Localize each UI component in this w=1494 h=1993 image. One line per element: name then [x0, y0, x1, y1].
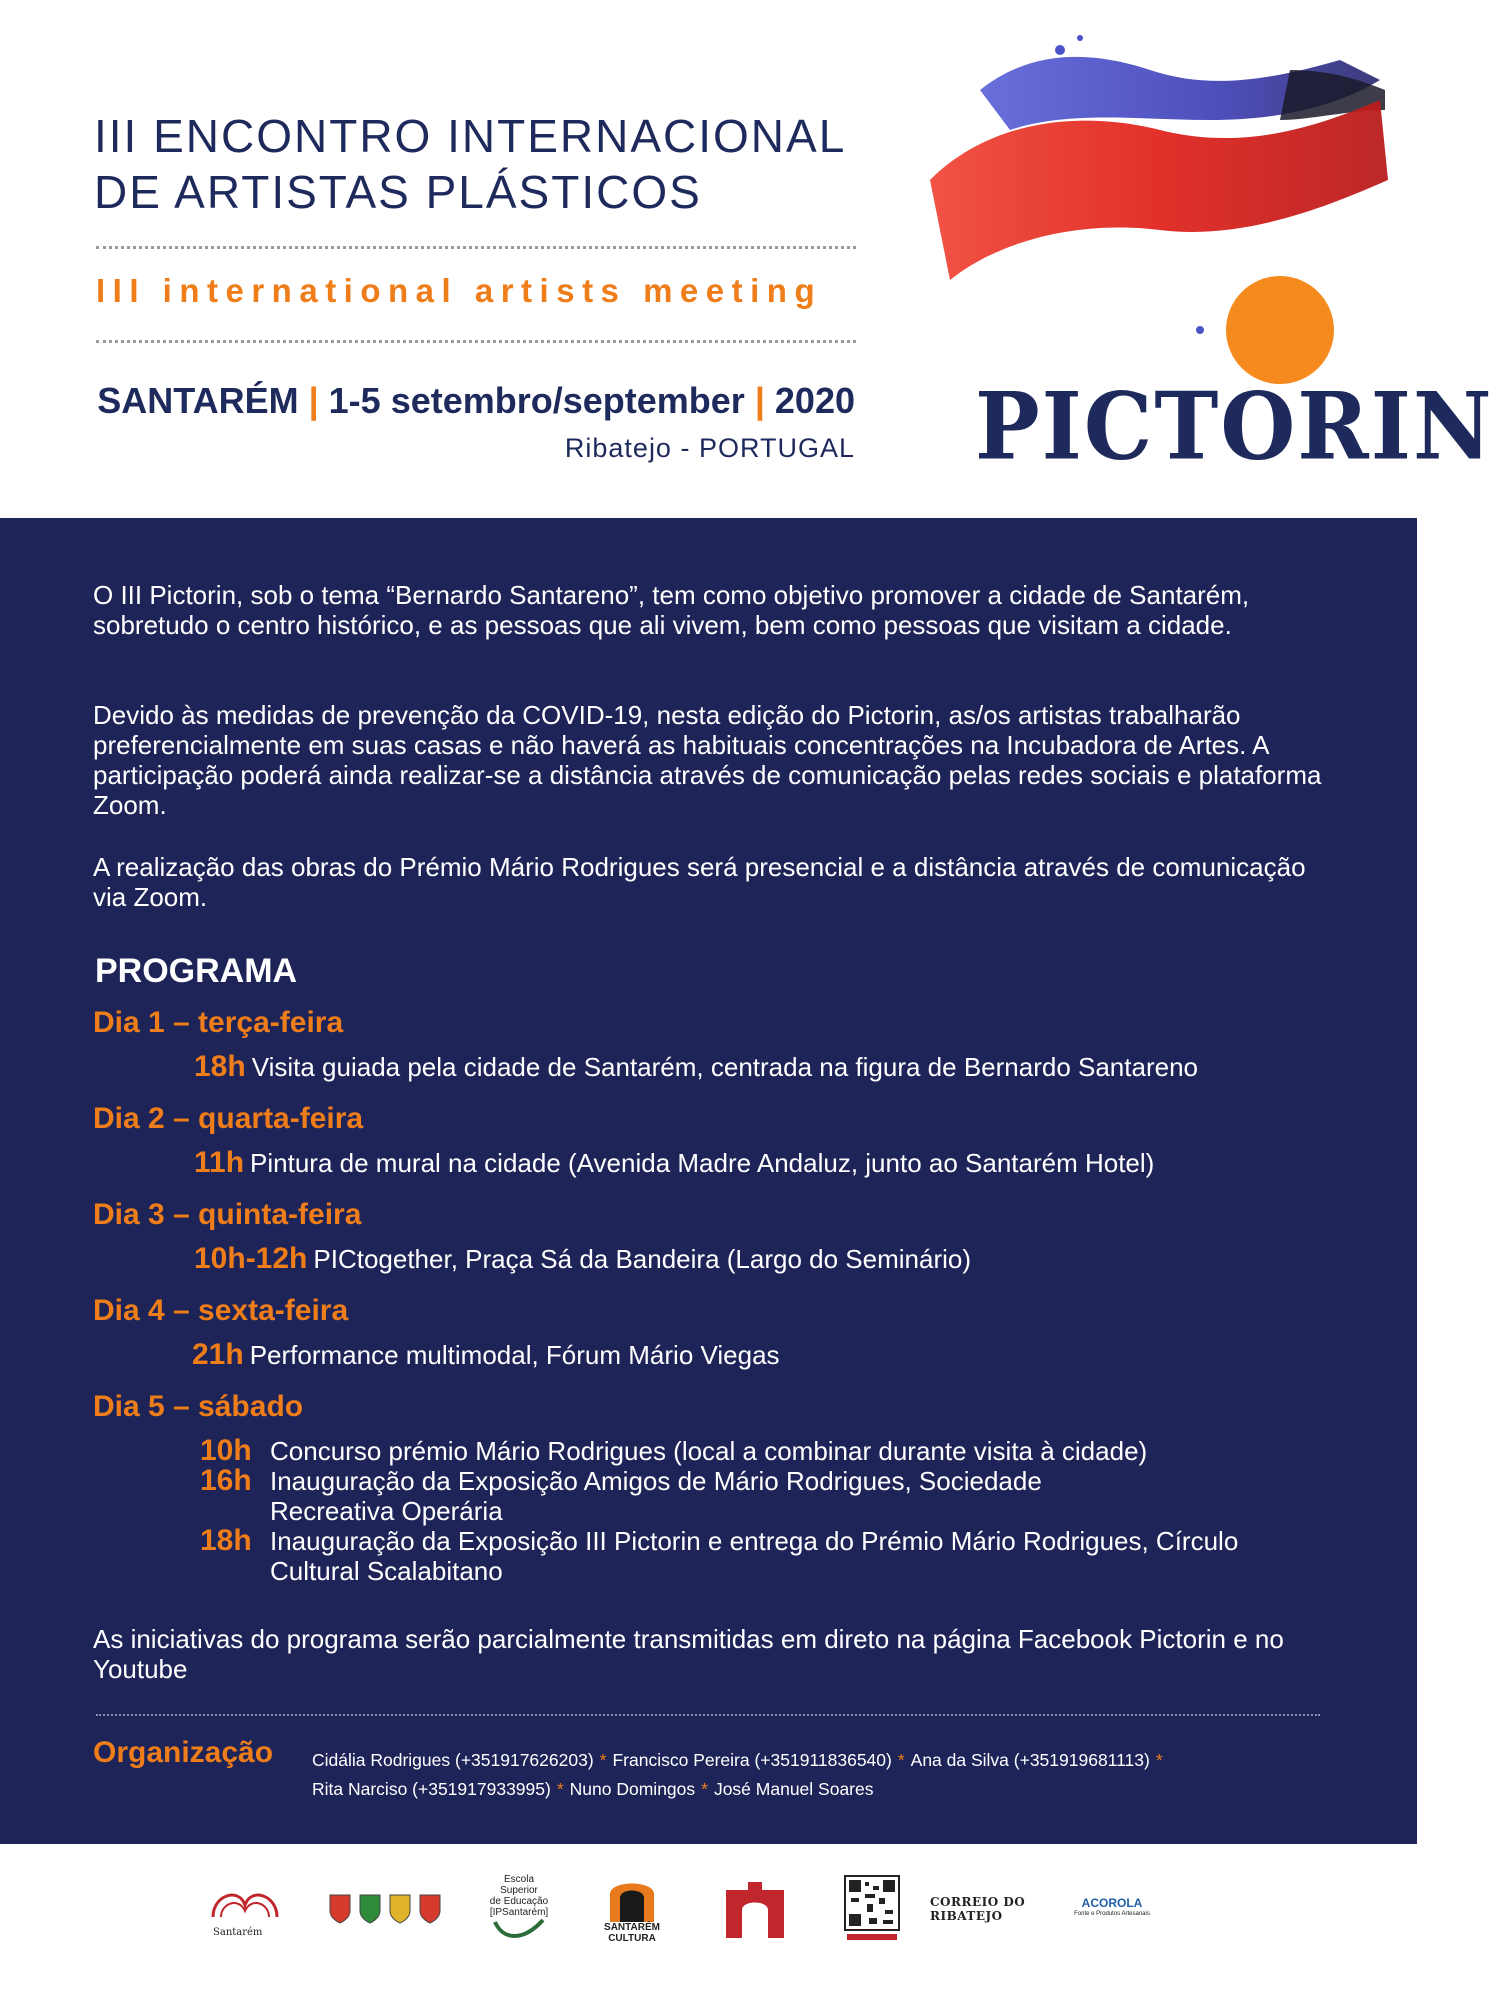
intro-paragraph-3: A realização das obras do Prémio Mário Rodrigues será presencial e a distância através de comunicação via Zoom.: [93, 852, 1306, 912]
escola-swoosh-icon: [489, 1918, 549, 1944]
divider: [96, 340, 856, 343]
event-description: PICtogether, Praça Sá da Bandeira (Largo do Seminário): [313, 1244, 971, 1274]
acorola-logo: [1074, 1874, 1150, 1944]
coat-of-arms-icons: [326, 1889, 444, 1929]
day-heading: Dia 3 – quinta-feira: [93, 1198, 362, 1231]
streaming-note: As iniciativas do programa serão parcialmente transmitidas em direto na página Facebook Pictorin e no Youtube: [93, 1624, 1284, 1684]
event-time: 18h: [194, 1050, 246, 1083]
intro-paragraph-1: O III Pictorin, sob o tema “Bernardo Santareno”, tem como objetivo promover a cidade de Santarém, sobretudo o centro histórico, e as pessoas que ali vivem, bem como pessoas que visitam a cidade.: [93, 580, 1250, 640]
qr-code-icon: [845, 1876, 899, 1942]
organization-members: [312, 1746, 1332, 1804]
separator: |: [308, 380, 319, 421]
building-icon: [722, 1876, 788, 1942]
day-heading: Dia 5 – sábado: [93, 1390, 304, 1423]
event-description: Performance multimodal, Fórum Mário Viegas: [249, 1340, 780, 1370]
correio-do-ribatejo-logo: [930, 1874, 1050, 1944]
santarem-arch-icon: [205, 1877, 285, 1941]
program-event: [194, 1052, 1198, 1082]
divider: [96, 1714, 1320, 1716]
separator: |: [754, 380, 765, 421]
sponsors-footer: [0, 1844, 1417, 1993]
day-heading: Dia 4 – sexta-feira: [93, 1294, 349, 1327]
event-time: 11h: [194, 1146, 245, 1179]
header: [0, 0, 1494, 518]
organization-label: Organização: [93, 1736, 274, 1769]
event-description: Pintura de mural na cidade (Avenida Madre Andaluz, junto ao Santarém Hotel): [250, 1148, 1155, 1178]
acorola-label: ACOROLA: [1081, 1896, 1143, 1910]
star-separator: *: [599, 1750, 607, 1770]
event-description: Inauguração da Exposição Amigos de Mário Rodrigues, Sociedade Recreativa Operária: [270, 1466, 1042, 1526]
santarem-municipality-logo: [205, 1874, 285, 1944]
program-event: [192, 1340, 780, 1370]
event-time: 21h: [192, 1338, 244, 1371]
brush-stroke-logo-art: [910, 10, 1390, 390]
program-event: [200, 1526, 1300, 1586]
intro-paragraph-2: Devido às medidas de prevenção da COVID-19, nesta edição do Pictorin, as/os artistas trabalharão preferencialmente em suas casas e não haverá as habituais concentrações na Incubadora de Artes. A participação poderá ainda realizar-se a distância através de comunicação pelas redes sociais e plataforma Zoom.: [93, 700, 1322, 820]
subtitle: III international artists meeting: [96, 272, 823, 309]
program-event: [200, 1466, 1170, 1526]
year: 2020: [774, 380, 855, 421]
event-dateline: [97, 380, 855, 422]
program-event: [200, 1436, 1320, 1466]
escola-superior-logo: [484, 1874, 554, 1944]
parishes-logos: [326, 1874, 444, 1944]
escola-label-2: de Educação: [489, 1896, 549, 1907]
main-content: [0, 518, 1417, 1844]
santarem-label: Santarém: [213, 1927, 263, 1938]
organizer: Nuno Domingos: [569, 1779, 696, 1799]
cultura-label-1: SANTARÉM: [604, 1922, 660, 1933]
escola-label-3: [IPSantarém]: [489, 1907, 549, 1918]
title-line-2: DE ARTISTAS PLÁSTICOS: [94, 166, 702, 218]
dates: 1-5 setembro/september: [328, 380, 745, 421]
city: SANTARÉM: [97, 380, 299, 421]
star-separator: *: [1155, 1750, 1163, 1770]
program-event: [194, 1148, 1154, 1178]
day-heading: Dia 1 – terça-feira: [93, 1006, 344, 1039]
cultura-label-2: CULTURA: [608, 1933, 656, 1944]
event-time: 16h: [200, 1464, 252, 1497]
santarem-cultura-logo: [603, 1874, 661, 1944]
organizer: Rita Narciso (+351917933995): [312, 1779, 551, 1799]
divider: [96, 246, 856, 249]
acorola-sublabel: Fonte e Produtos Artesanais: [1074, 1911, 1150, 1917]
organizer: Cidália Rodrigues (+351917626203): [312, 1750, 594, 1770]
organizer: José Manuel Soares: [713, 1779, 874, 1799]
organizer: Francisco Pereira (+351911836540): [612, 1750, 892, 1770]
circulo-cultural-logo: [722, 1874, 788, 1944]
escola-label-1: Escola Superior: [500, 1874, 538, 1896]
qr-code: [845, 1874, 899, 1944]
event-description: Inauguração da Exposição III Pictorin e entrega do Prémio Mário Rodrigues, Círculo Cultural Scalabitano: [270, 1526, 1239, 1586]
organizer: Ana da Silva (+351919681113): [910, 1750, 1150, 1770]
pictorin-logo: PICTORIN: [975, 371, 1494, 482]
event-time: 10h-12h: [194, 1242, 308, 1275]
day-heading: Dia 2 – quarta-feira: [93, 1102, 364, 1135]
correio-label: CORREIO DO RIBATEJO: [930, 1895, 1026, 1923]
title-line-1: III ENCONTRO INTERNACIONAL: [94, 110, 847, 162]
event-description: Visita guiada pela cidade de Santarém, centrada na figura de Bernardo Santareno: [251, 1052, 1198, 1082]
program-title: PROGRAMA: [95, 952, 298, 990]
program-event: [194, 1244, 971, 1274]
event-time: 10h: [200, 1434, 252, 1467]
star-separator: *: [701, 1779, 708, 1799]
event-time: 18h: [200, 1524, 252, 1557]
location: Ribatejo - PORTUGAL: [564, 433, 855, 463]
cultura-arch-icon: [606, 1874, 658, 1922]
event-description: Concurso prémio Mário Rodrigues (local a combinar durante visita à cidade): [270, 1436, 1148, 1466]
star-separator: *: [556, 1779, 564, 1799]
star-separator: *: [897, 1750, 905, 1770]
